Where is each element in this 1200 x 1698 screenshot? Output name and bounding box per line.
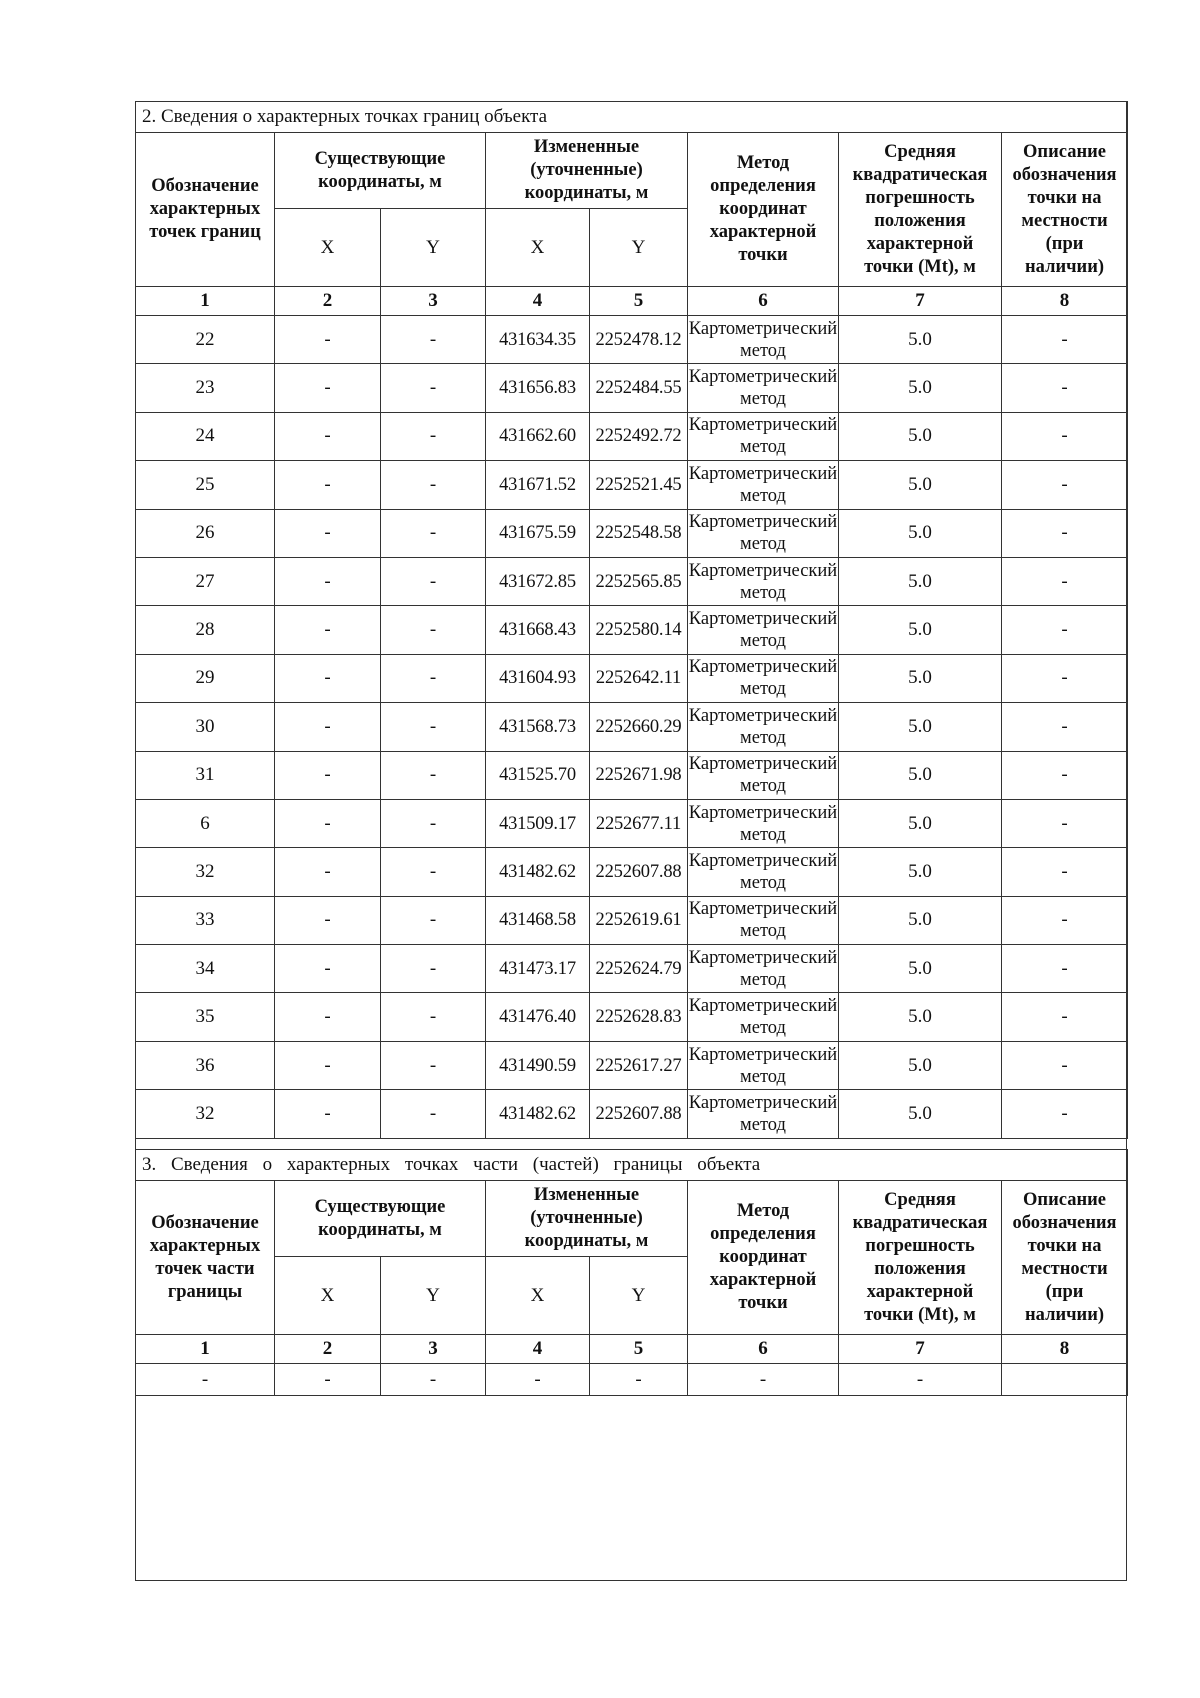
cell-description: - [1002,993,1128,1041]
column-numbers [136,287,1128,316]
cell-description: - [1002,461,1128,509]
cell-existing-y: - [381,945,486,993]
cell-y: 2252607.88 [590,848,688,896]
cell-y: 2252628.83 [590,993,688,1041]
header-changed-y: Y [590,209,688,287]
cell-mt: 5.0 [839,896,1002,944]
cell-mt: 5.0 [839,751,1002,799]
cell-y: 2252660.29 [590,703,688,751]
cell-mt: 5.0 [839,606,1002,654]
cell-x: 431672.85 [486,557,590,605]
cell-y: 2252548.58 [590,509,688,557]
table-row [136,557,1128,605]
cell-existing-y: - [381,848,486,896]
cell-description: - [1002,654,1128,702]
cell-x: 431568.73 [486,703,590,751]
column-number: 4 [486,287,590,316]
cell-existing-x: - [275,654,381,702]
cell-existing-x: - [275,945,381,993]
cell-x: 431604.93 [486,654,590,702]
cell-point: 28 [136,606,275,654]
cell-x: 431482.62 [486,1090,590,1138]
cell-x: 431490.59 [486,1041,590,1089]
cell-x: 431509.17 [486,799,590,847]
cell-point: 22 [136,316,275,364]
table-row [136,461,1128,509]
cell-point: 30 [136,703,275,751]
cell-method: Картометрический метод [688,412,839,460]
cell-y: 2252619.61 [590,896,688,944]
cell-existing-y: - [381,703,486,751]
cell-mt: 5.0 [839,654,1002,702]
header-changed: Измененные (уточненные) координаты, м [486,1181,688,1257]
cell-method: Картометрический метод [688,509,839,557]
cell-point: 36 [136,1041,275,1089]
header-description: Описание обозначения точки на местности (при наличии) [1002,1181,1128,1335]
column-number: 8 [1002,1335,1128,1364]
table-row [136,848,1128,896]
cell-existing-x: - [275,509,381,557]
header-existing-y: Y [381,1257,486,1335]
cell-mt: 5.0 [839,945,1002,993]
cell-method: Картометрический метод [688,316,839,364]
cell-existing-y: - [381,364,486,412]
cell-description: - [1002,364,1128,412]
cell-existing-x: - [275,1364,381,1396]
cell-x: 431476.40 [486,993,590,1041]
cell-x: 431468.58 [486,896,590,944]
header-error: Средняя квадратическая погрешность положения характерной точки (Mt), м [839,133,1002,287]
cell-description: - [1002,606,1128,654]
cell-mt: 5.0 [839,461,1002,509]
column-number: 7 [839,287,1002,316]
cell-mt: 5.0 [839,316,1002,364]
section3-table [135,1149,1128,1396]
cell-point: 34 [136,945,275,993]
cell-description [1002,1364,1128,1396]
cell-method: Картометрический метод [688,799,839,847]
table-row [136,509,1128,557]
cell-x: 431662.60 [486,412,590,460]
header-error: Средняя квадратическая погрешность положения характерной точки (Mt), м [839,1181,1002,1335]
cell-x: 431675.59 [486,509,590,557]
header-method: Метод определения координат характерной точки [688,133,839,287]
table-row [136,751,1128,799]
cell-y: 2252565.85 [590,557,688,605]
cell-method: Картометрический метод [688,993,839,1041]
cell-mt: 5.0 [839,1041,1002,1089]
cell-existing-x: - [275,316,381,364]
cell-existing-x: - [275,1090,381,1138]
cell-existing-y: - [381,896,486,944]
cell-point: 32 [136,848,275,896]
table-row [136,896,1128,944]
cell-point: 32 [136,1090,275,1138]
header-changed: Измененные (уточненные) координаты, м [486,133,688,209]
cell-y: 2252642.11 [590,654,688,702]
header-existing: Существующие координаты, м [275,1181,486,1257]
cell-existing-y: - [381,1364,486,1396]
cell-description: - [1002,799,1128,847]
header-changed-x: X [486,209,590,287]
cell-method: Картометрический метод [688,848,839,896]
cell-description: - [1002,848,1128,896]
cell-existing-x: - [275,461,381,509]
cell-point: 23 [136,364,275,412]
cell-existing-x: - [275,993,381,1041]
cell-mt: 5.0 [839,509,1002,557]
cell-y: 2252492.72 [590,412,688,460]
column-number: 6 [688,1335,839,1364]
cell-existing-x: - [275,896,381,944]
cell-method: Картометрический метод [688,1041,839,1089]
cell-method: Картометрический метод [688,1090,839,1138]
cell-existing-y: - [381,316,486,364]
table-row [136,703,1128,751]
cell-mt: 5.0 [839,703,1002,751]
section2-table [135,101,1128,1139]
cell-existing-x: - [275,364,381,412]
cell-y: 2252617.27 [590,1041,688,1089]
cell-existing-y: - [381,799,486,847]
column-number: 2 [275,1335,381,1364]
column-number: 3 [381,287,486,316]
table-row [136,1364,1128,1396]
cell-existing-y: - [381,993,486,1041]
cell-x: 431671.52 [486,461,590,509]
column-number: 5 [590,287,688,316]
header-existing-y: Y [381,209,486,287]
cell-method: Картометрический метод [688,606,839,654]
cell-mt: - [839,1364,1002,1396]
cell-mt: 5.0 [839,412,1002,460]
cell-y: 2252580.14 [590,606,688,654]
cell-mt: 5.0 [839,799,1002,847]
cell-existing-y: - [381,509,486,557]
cell-point: 35 [136,993,275,1041]
table-row [136,316,1128,364]
cell-x: 431634.35 [486,316,590,364]
cell-y: - [590,1364,688,1396]
cell-method: Картометрический метод [688,751,839,799]
cell-x: 431668.43 [486,606,590,654]
cell-existing-y: - [381,751,486,799]
column-number: 2 [275,287,381,316]
cell-point: - [136,1364,275,1396]
cell-existing-x: - [275,848,381,896]
cell-x: - [486,1364,590,1396]
table-row [136,412,1128,460]
table-row [136,364,1128,412]
cell-existing-x: - [275,606,381,654]
cell-point: 31 [136,751,275,799]
header-method: Метод определения координат характерной точки [688,1181,839,1335]
cell-description: - [1002,896,1128,944]
cell-description: - [1002,703,1128,751]
cell-description: - [1002,1090,1128,1138]
table-row [136,1090,1128,1138]
cell-mt: 5.0 [839,993,1002,1041]
cell-existing-y: - [381,412,486,460]
table-row [136,1041,1128,1089]
cell-y: 2252484.55 [590,364,688,412]
cell-y: 2252624.79 [590,945,688,993]
cell-existing-x: - [275,751,381,799]
cell-x: 431525.70 [486,751,590,799]
cell-method: Картометрический метод [688,654,839,702]
header-existing-x: X [275,1257,381,1335]
cell-existing-x: - [275,1041,381,1089]
cell-y: 2252671.98 [590,751,688,799]
table-row [136,654,1128,702]
cell-existing-y: - [381,1041,486,1089]
cell-method: Картометрический метод [688,364,839,412]
cell-method: Картометрический метод [688,945,839,993]
header-existing-x: X [275,209,381,287]
table-row [136,945,1128,993]
column-number: 8 [1002,287,1128,316]
column-number: 3 [381,1335,486,1364]
table-row [136,799,1128,847]
cell-existing-y: - [381,606,486,654]
cell-description: - [1002,945,1128,993]
header-existing: Существующие координаты, м [275,133,486,209]
section3-title: 3. Сведения о характерных точках части (частей) границы объекта [136,1150,1128,1181]
cell-x: 431473.17 [486,945,590,993]
cell-y: 2252607.88 [590,1090,688,1138]
column-number: 1 [136,287,275,316]
header-changed-x: X [486,1257,590,1335]
table-row [136,993,1128,1041]
cell-existing-x: - [275,557,381,605]
cell-point: 25 [136,461,275,509]
cell-method: Картометрический метод [688,896,839,944]
cell-existing-y: - [381,461,486,509]
cell-existing-x: - [275,703,381,751]
cell-existing-y: - [381,1090,486,1138]
cell-x: 431656.83 [486,364,590,412]
cell-y: 2252521.45 [590,461,688,509]
cell-y: 2252478.12 [590,316,688,364]
cell-x: 431482.62 [486,848,590,896]
column-number: 5 [590,1335,688,1364]
cell-description: - [1002,751,1128,799]
cell-description: - [1002,557,1128,605]
cell-point: 26 [136,509,275,557]
cell-point: 6 [136,799,275,847]
header-description: Описание обозначения точки на местности (при наличии) [1002,133,1128,287]
cell-method: Картометрический метод [688,557,839,605]
column-number: 6 [688,287,839,316]
header-designation: Обозначение характерных точек части границы [136,1181,275,1335]
cell-point: 33 [136,896,275,944]
cell-existing-x: - [275,799,381,847]
cell-mt: 5.0 [839,1090,1002,1138]
column-number: 7 [839,1335,1002,1364]
cell-description: - [1002,316,1128,364]
cell-mt: 5.0 [839,848,1002,896]
section2-title: 2. Сведения о характерных точках границ объекта [136,102,1128,133]
cell-y: 2252677.11 [590,799,688,847]
cell-method: Картометрический метод [688,461,839,509]
header-designation: Обозначение характерных точек границ [136,133,275,287]
cell-existing-y: - [381,654,486,702]
column-numbers [136,1335,1128,1364]
cell-description: - [1002,412,1128,460]
cell-existing-y: - [381,557,486,605]
cell-point: 24 [136,412,275,460]
table-row [136,606,1128,654]
cell-method: - [688,1364,839,1396]
cell-point: 27 [136,557,275,605]
cell-point: 29 [136,654,275,702]
cell-existing-x: - [275,412,381,460]
cell-description: - [1002,1041,1128,1089]
cell-method: Картометрический метод [688,703,839,751]
cell-mt: 5.0 [839,364,1002,412]
cell-mt: 5.0 [839,557,1002,605]
column-number: 4 [486,1335,590,1364]
cell-description: - [1002,509,1128,557]
column-number: 1 [136,1335,275,1364]
header-changed-y: Y [590,1257,688,1335]
